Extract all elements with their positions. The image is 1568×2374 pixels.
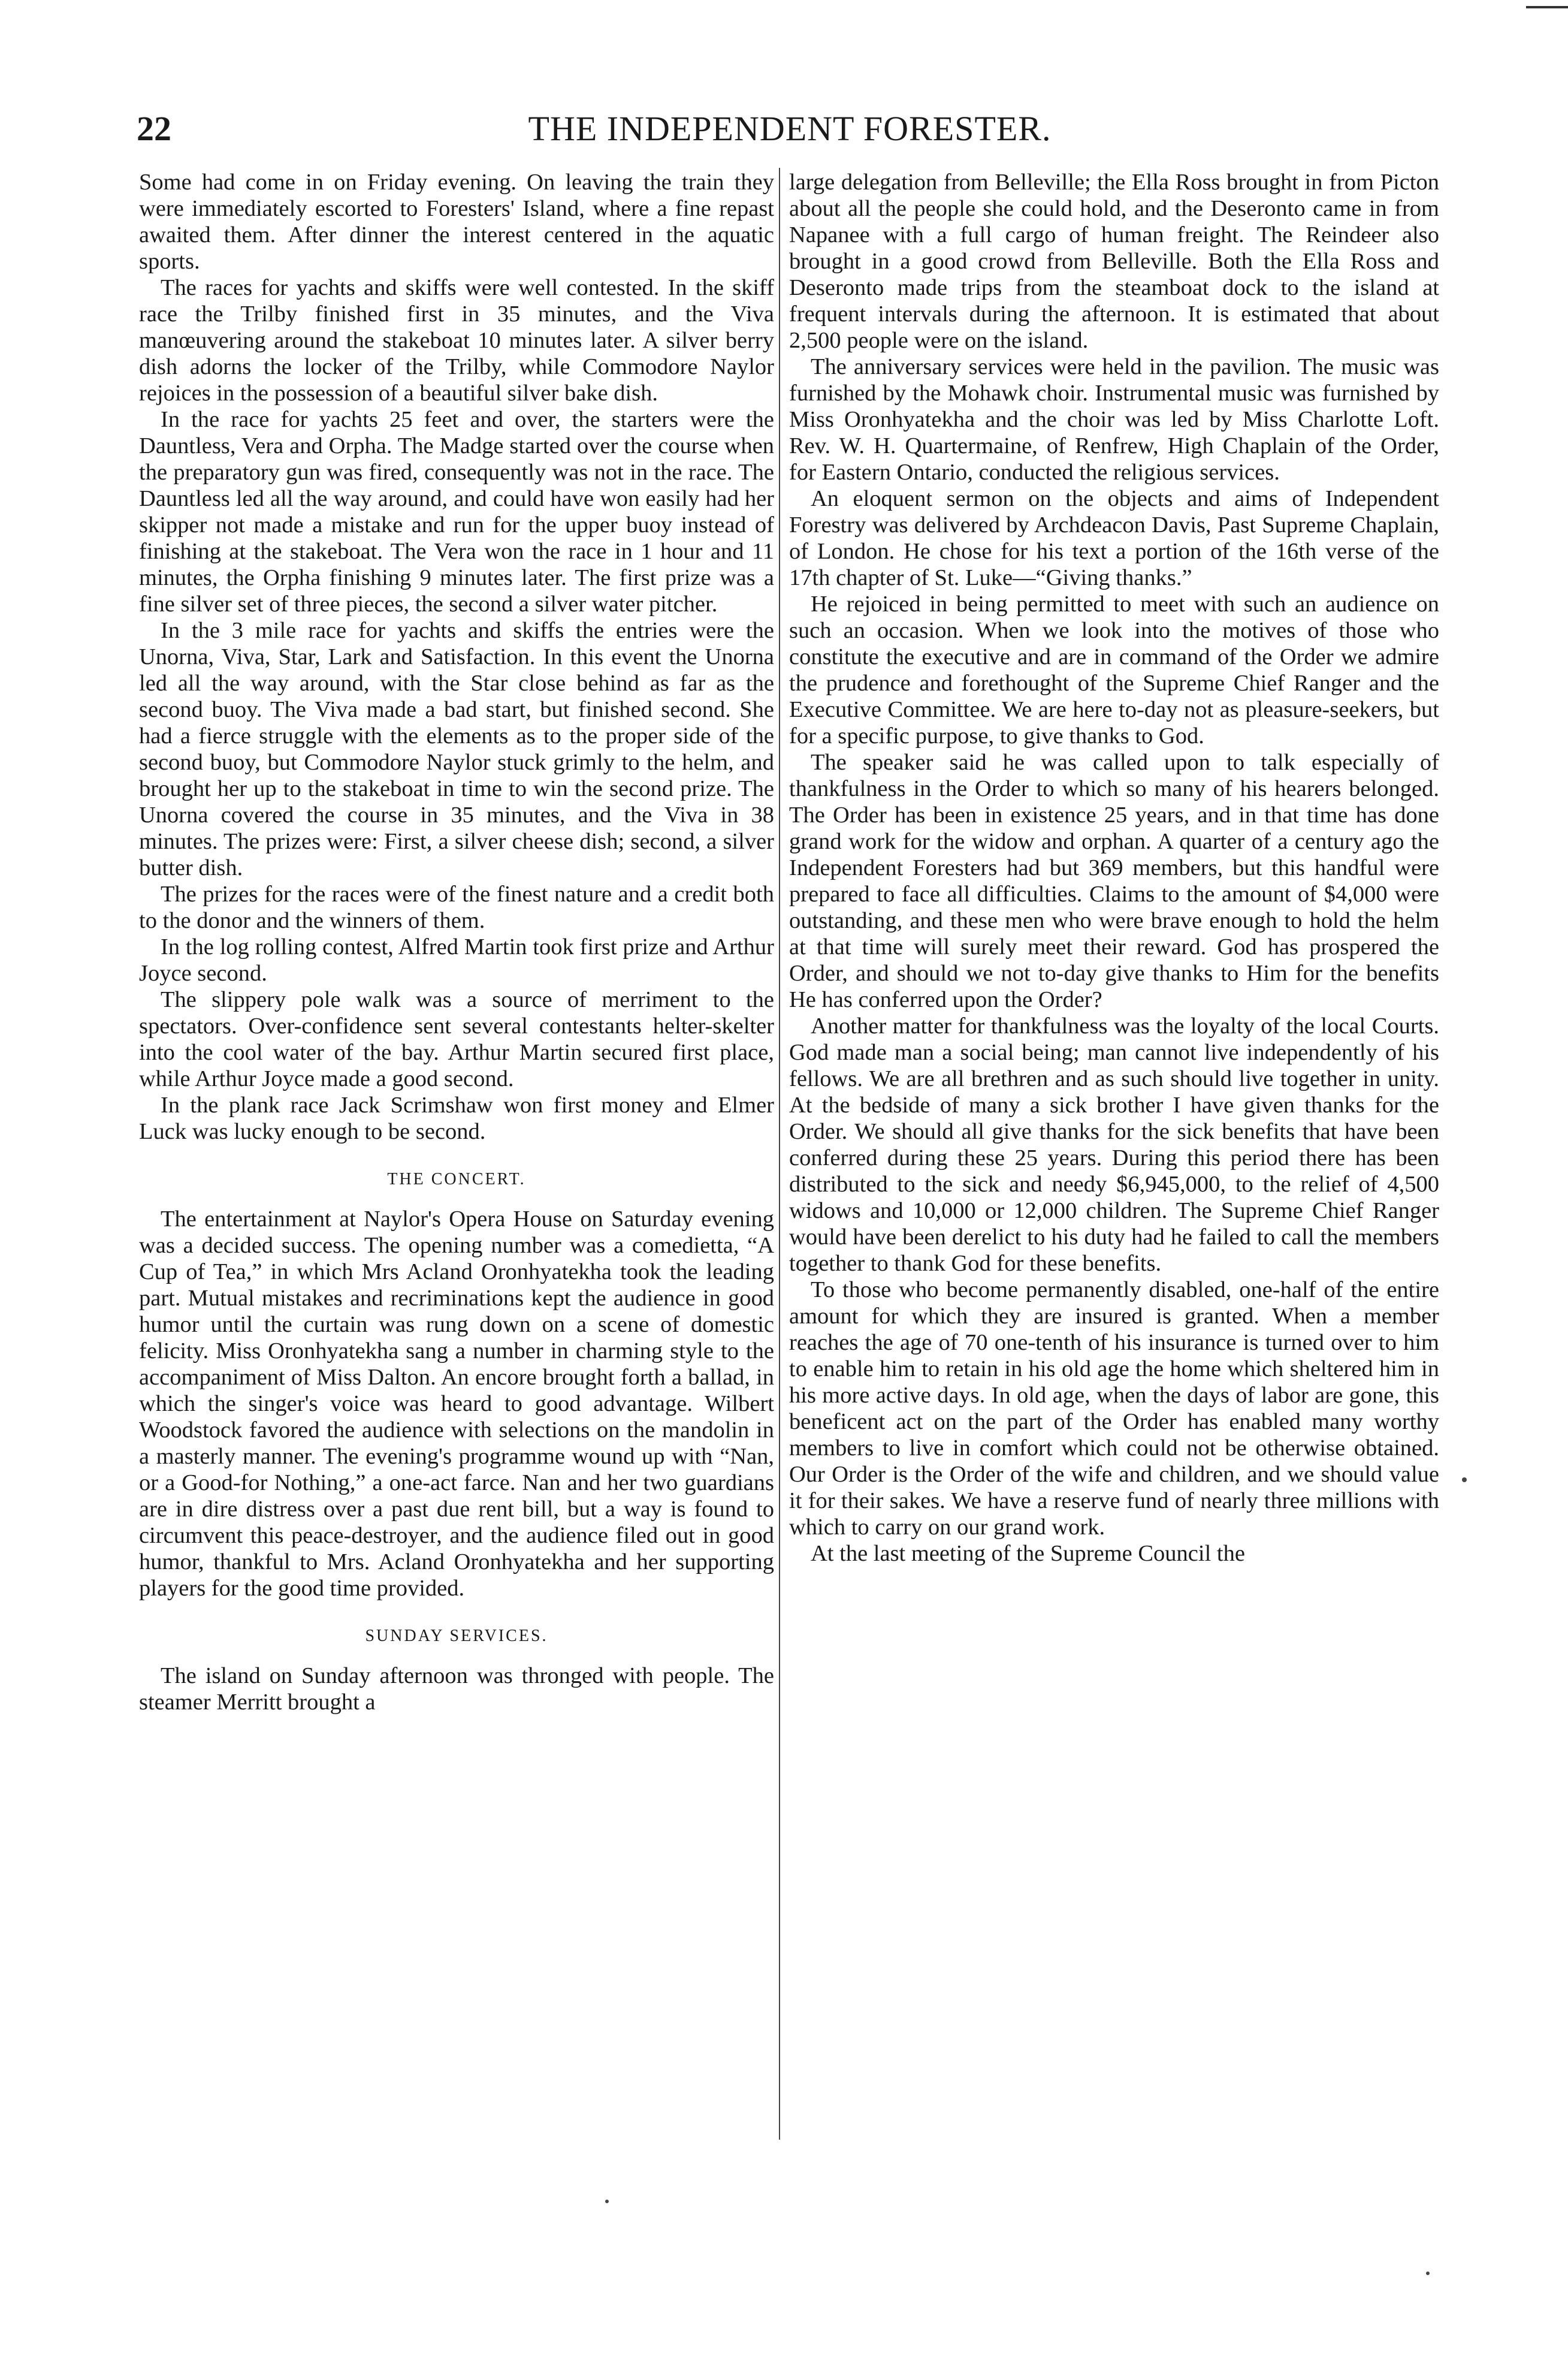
running-title: THE INDEPENDENT FORESTER.	[528, 109, 1052, 148]
paragraph: To those who become permanently disabled, one-half of the entire amount for which they are insured is granted. When a member reaches the age of 70 one-tenth of his insurance is turned over to him to enable him to retain in his old age the home which sheltered him in his more active days. In old age, when the days of labor are gone, this beneficent act on the part of the Order has enabled many worthy members to live in comfort which could not be otherwise obtained. Our Order is the Order of the wife and children, and we should value it for their sakes. We have a reserve fund of nearly three millions with which to carry on our grand work.	[789, 1277, 1439, 1540]
paragraph: The speaker said he was called upon to talk especially of thankfulness in the Order to which so many of his hearers belonged. The Order has been in existence 25 years, and in that time has done grand work for the widow and orphan. A quarter of a century ago the Independent Foresters had but 369 members, but this handful were prepared to face all difficulties. Claims to the amount of $4,000 were outstanding, and these men who were brave enough to hold the helm at that time will surely meet their reward. God has prospered the Order, and should we not to-day give thanks to Him for the benefits He has conferred upon the Order?	[789, 750, 1439, 1012]
paragraph: He rejoiced in being permitted to meet with such an audience on such an occasion. When we look into the motives of those who constitute the executive and are in command of the Order we admire the prudence and forethought of the Supreme Chief Ranger and the Executive Committee. We are here to-day not as pleasure-seekers, but for a specific purpose, to give thanks to God.	[789, 592, 1439, 749]
stray-ink-mark	[605, 2200, 609, 2203]
left-column	[139, 169, 774, 1715]
paragraph: Another matter for thankfulness was the loyalty of the local Courts. God made man a social being; man cannot live independently of his fellows. We are all brethren and as such should live together in unity. At the bedside of many a sick brother I have given thanks for the Order. We should all give thanks for the sick benefits that have been conferred during these 25 years. During this period there has been distributed to the sick and needy $6,945,000, to the relief of 4,500 widows and 10,000 or 12,000 children. The Supreme Chief Ranger would have been derelict to his duty had he failed to call the members together to thank God for these benefits.	[789, 1013, 1439, 1276]
paragraph: The island on Sunday afternoon was thronged with people. The steamer Merritt brought a	[139, 1663, 774, 1715]
paragraph: The anniversary services were held in the pavilion. The music was furnished by the Mohawk choir. Instrumental music was furnished by Miss Oronhyatekha and the choir was led by Miss Charlotte Loft. Rev. W. H. Quartermaine, of Renfrew, High Chaplain of the Order, for Eastern Ontario, conducted the religious services.	[789, 354, 1439, 485]
paragraph: large delegation from Belleville; the Ella Ross brought in from Picton about all the people she could hold, and the Deseronto came in from Napanee with a full cargo of human freight. The Reindeer also brought in a good crowd from Belleville. Both the Ella Ross and Deseronto made trips from the steamboat dock to the island at frequent intervals during the afternoon. It is estimated that about 2,500 people were on the island.	[789, 170, 1439, 353]
column-divider	[779, 168, 780, 2140]
paragraph: In the plank race Jack Scrimshaw won first money and Elmer Luck was lucky enough to be second.	[139, 1093, 774, 1144]
section-heading-sunday-services: SUNDAY SERVICES.	[365, 1627, 548, 1645]
corner-rule	[1526, 6, 1568, 8]
paragraph: In the race for yachts 25 feet and over, the starters were the Dauntless, Vera and Orpha. The Madge started over the course when the preparatory gun was fired, consequently was not in the race. The Dauntless led all the way around, and could have won easily had her skipper not made a mistake and run for the upper buoy instead of finishing at the stakeboat. The Vera won the race in 1 hour and 11 minutes, the Orpha finishing 9 minutes later. The first prize was a fine silver set of three pieces, the second a silver water pitcher.	[139, 407, 774, 617]
stray-ink-mark	[1462, 1477, 1467, 1482]
page-number: 22	[137, 109, 171, 148]
stray-ink-mark	[1426, 2272, 1430, 2275]
paragraph: In the 3 mile race for yachts and skiffs the entries were the Unorna, Viva, Star, Lark and Satisfaction. In this event the Unorna led all the way around, with the Star close behind as far as the second buoy. The Viva made a bad start, but finished second. She had a fierce struggle with the elements as to the proper side of the second buoy, but Commodore Naylor stuck grimly to the helm, and brought her up to the stakeboat in time to win the second prize. The Unorna covered the course in 35 minutes, and the Viva in 38 minutes. The prizes were: First, a silver cheese dish; second, a silver butter dish.	[139, 618, 774, 880]
paragraph: An eloquent sermon on the objects and aims of Independent Forestry was delivered by Archdeacon Davis, Past Supreme Chaplain, of London. He chose for his text a portion of the 16th verse of the 17th chapter of St. Luke—“Giving thanks.”	[789, 486, 1439, 590]
paragraph: The slippery pole walk was a source of merriment to the spectators. Over-confidence sent several contestants helter-skelter into the cool water of the bay. Arthur Martin secured first place, while Arthur Joyce made a good second.	[139, 987, 774, 1091]
paragraph: Some had come in on Friday evening. On leaving the train they were immediately escorted to Foresters' Island, where a fine repast awaited them. After dinner the interest centered in the aquatic sports.	[139, 170, 774, 274]
paragraph: The prizes for the races were of the finest nature and a credit both to the donor and the winners of them.	[139, 882, 774, 933]
paragraph: In the log rolling contest, Alfred Martin took first prize and Arthur Joyce second.	[139, 934, 774, 986]
paragraph: The entertainment at Naylor's Opera House on Saturday evening was a decided success. The opening number was a comedietta, “A Cup of Tea,” in which Mrs Acland Oronhyatekha took the leading part. Mutual mistakes and recriminations kept the audience in good humor until the curtain was rung down on a scene of domestic felicity. Miss Oronhyatekha sang a number in charming style to the accompaniment of Miss Dalton. An encore brought forth a ballad, in which the singer's voice was heard to good advantage. Wilbert Woodstock favored the audience with selections on the mandolin in a masterly manner. The evening's programme wound up with “Nan, or a Good-for Nothing,” a one-act farce. Nan and her two guardians are in dire distress over a past due rent bill, but a way is found to circumvent this peace-destroyer, and the audience filed out in good humor, thankful to Mrs. Acland Oronhyatekha and her supporting players for the good time provided.	[139, 1206, 774, 1601]
paragraph: At the last meeting of the Supreme Council the	[811, 1541, 1245, 1566]
section-heading-concert: THE CONCERT.	[387, 1170, 526, 1188]
page-header	[137, 105, 1443, 153]
paragraph: The races for yachts and skiffs were well contested. In the skiff race the Trilby finished first in 35 minutes, and the Viva manœuvering around the stakeboat 10 minutes later. A silver berry dish adorns the locker of the Trilby, while Commodore Naylor rejoices in the possession of a beautiful silver bake dish.	[139, 275, 774, 406]
right-column	[789, 169, 1439, 1567]
